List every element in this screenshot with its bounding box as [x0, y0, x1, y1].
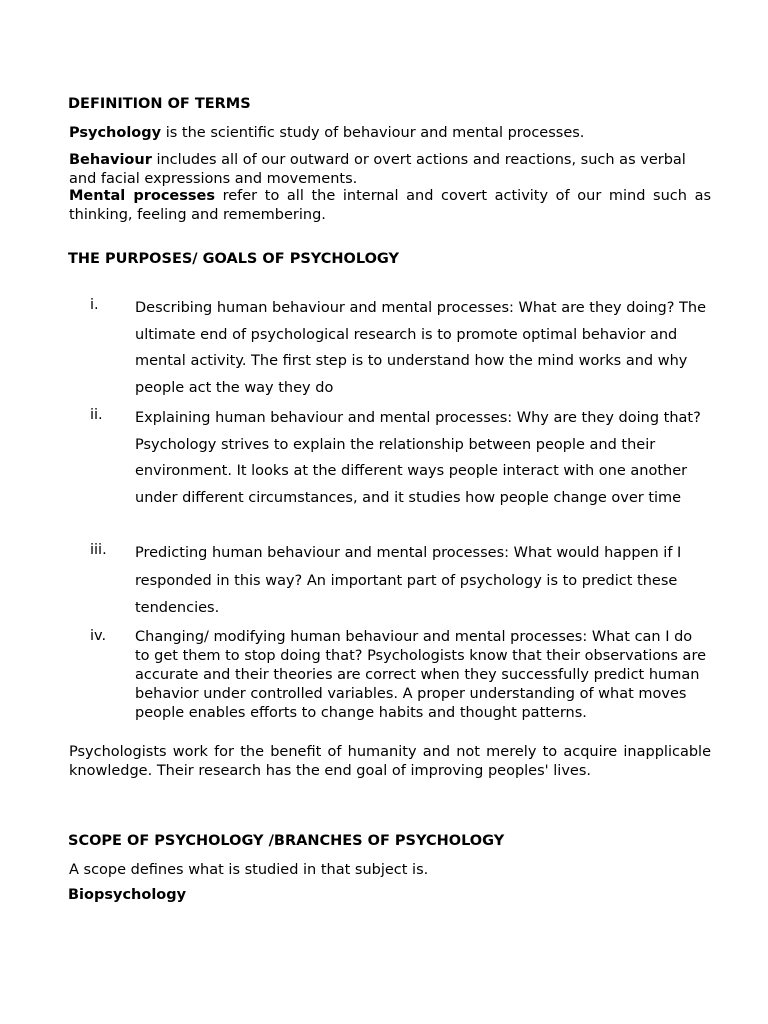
list-item-number: i. — [90, 297, 99, 313]
term-behaviour: Behaviour — [69, 152, 152, 168]
list-item-number: ii. — [90, 407, 103, 423]
definition-mental-processes — [69, 187, 711, 225]
list-item-text: Predicting human behaviour and mental processes: What would happen if I responded in this way? An important part of psychology is to predict these tendencies. — [135, 545, 682, 616]
list-item-number: iv. — [90, 628, 107, 644]
list-item-text: Explaining human behaviour and mental processes: Why are they doing that? Psychology strives to explain the relationship between people and their environment. It looks at the different ways people interact with one another under different circumstances, and it studies how people change over time — [135, 410, 701, 507]
term-mental-processes: Mental processes — [69, 188, 215, 204]
term-psychology: Psychology — [69, 125, 162, 141]
section-heading-definitions: DEFINITION OF TERMS — [68, 96, 251, 112]
section-heading-scope: SCOPE OF PSYCHOLOGY /BRANCHES OF PSYCHOLOGY — [68, 833, 505, 849]
definition-behaviour — [69, 151, 714, 189]
purposes-closing-paragraph: Psychologists work for the benefit of humanity and not merely to acquire inapplicable knowledge. Their research has the end goal of improving peoples' lives. — [69, 744, 711, 779]
scope-intro: A scope defines what is studied in that subject is. — [69, 862, 429, 878]
definition-psychology-text: is the scientific study of behaviour and mental processes. — [161, 125, 585, 141]
definition-psychology — [69, 124, 711, 143]
list-item-number: iii. — [90, 542, 107, 558]
list-item-text: Describing human behaviour and mental processes: What are they doing? The ultimate end of psychological research is to promote optimal behavior and mental activity. The first step is to understand how the mind works and why people act the way they do — [135, 300, 707, 397]
definition-behaviour-text: includes all of our outward or overt actions and reactions, such as verbal and facial expressions and movements. — [69, 152, 686, 187]
list-item-text: Changing/ modifying human behaviour and mental processes: What can I do to get them to stop doing that? Psychologists know that their observations are accurate and their theories are correct when they successfully predict human behavior under controlled variables. A proper understanding of what moves people enables efforts to change habits and thought patterns. — [135, 629, 707, 721]
subheading-biopsychology: Biopsychology — [68, 887, 187, 903]
definition-mental-processes-text: refer to all the internal and covert activity of our mind such as thinking, feeling and remembering. — [69, 188, 712, 223]
section-heading-purposes: THE PURPOSES/ GOALS OF PSYCHOLOGY — [68, 251, 399, 267]
